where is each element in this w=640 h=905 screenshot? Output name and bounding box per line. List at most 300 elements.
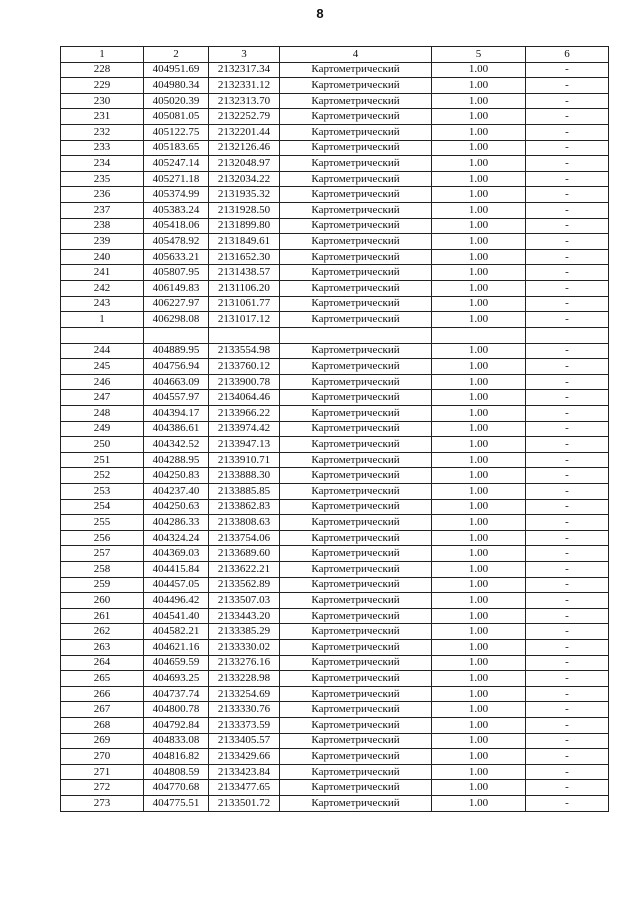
table-cell-col6: - [526,452,609,468]
table-cell-col4: Картометрический [280,484,432,500]
header-cell-5: 5 [432,47,526,63]
table-cell-col1: 269 [61,733,144,749]
table-cell-col4: Картометрический [280,249,432,265]
table-cell-col1: 1 [61,312,144,328]
table-row [61,156,609,172]
table-cell-col5: 1.00 [432,437,526,453]
table-cell-col1: 234 [61,156,144,172]
table-cell-col3: 2133228.98 [209,671,280,687]
table-cell-col5: 1.00 [432,749,526,765]
table-cell-col5: 1.00 [432,546,526,562]
table-cell-col5: 1.00 [432,187,526,203]
table-cell-col1: 259 [61,577,144,593]
header-cell-4: 4 [280,47,432,63]
table-cell-col3: 2133562.89 [209,577,280,593]
table-row [61,171,609,187]
table-row [61,202,609,218]
table-cell-col3: 2133429.66 [209,749,280,765]
table-cell-col5: 1.00 [432,93,526,109]
table-cell-col2: 404557.97 [144,390,209,406]
table-cell-col3: 2133443.20 [209,608,280,624]
table-row [61,234,609,250]
table-cell-col2: 404541.40 [144,608,209,624]
table-body [61,62,609,811]
table-cell-col5: 1.00 [432,655,526,671]
table-cell-col6: - [526,562,609,578]
table-cell-col1: 265 [61,671,144,687]
table-row [61,406,609,422]
table-cell-col1: 239 [61,234,144,250]
table-cell-col1: 266 [61,686,144,702]
table-cell-col5: 1.00 [432,390,526,406]
table-cell-col3: 2132317.34 [209,62,280,78]
table-cell-col4: Картометрический [280,702,432,718]
table-cell-col3: 2132331.12 [209,78,280,94]
table-cell-col6: - [526,530,609,546]
table-cell-col4: Картометрический [280,562,432,578]
table-cell-col5: 1.00 [432,452,526,468]
header-row [61,47,609,63]
table-row [61,296,609,312]
table-cell-col1: 264 [61,655,144,671]
table-cell-col3: 2131652.30 [209,249,280,265]
table-cell-col3: 2131106.20 [209,280,280,296]
table-cell-col4: Картометрический [280,515,432,531]
table-cell-col4: Картометрический [280,312,432,328]
table-cell-col3: 2133910.71 [209,452,280,468]
table-cell-col5: 1.00 [432,780,526,796]
table-cell-col5: 1.00 [432,296,526,312]
table-cell-col2: 404324.24 [144,530,209,546]
table-cell-col2: 406149.83 [144,280,209,296]
table-cell-col3: 2133900.78 [209,374,280,390]
table-cell-col2: 404582.21 [144,624,209,640]
table-cell-col6: - [526,280,609,296]
table-cell-col5: 1.00 [432,717,526,733]
table-cell-col4: Картометрический [280,530,432,546]
table-cell-col3: 2133808.63 [209,515,280,531]
table-cell-col4: Картометрический [280,124,432,140]
table-cell-col1: 256 [61,530,144,546]
table-cell-col2: 404792.84 [144,717,209,733]
table-cell-col3: 2133477.65 [209,780,280,796]
table-cell-col3: 2131935.32 [209,187,280,203]
table-cell-col1: 232 [61,124,144,140]
table-cell-col3: 2132034.22 [209,171,280,187]
table-row [61,593,609,609]
table-cell-col1: 250 [61,437,144,453]
table-cell-col1: 268 [61,717,144,733]
table-cell-col5: 1.00 [432,499,526,515]
table-row [61,733,609,749]
table-cell-col2: 405418.06 [144,218,209,234]
table-row [61,608,609,624]
table-cell-col4: Картометрический [280,171,432,187]
table-cell-col3: 2133385.29 [209,624,280,640]
table-cell-col6: - [526,171,609,187]
table-cell-col3: 2133754.06 [209,530,280,546]
table-cell-col4: Картометрический [280,608,432,624]
table-cell-col5: 1.00 [432,202,526,218]
table-cell-col2: 404394.17 [144,406,209,422]
table-cell-col5: 1.00 [432,109,526,125]
table-cell-col1: 255 [61,515,144,531]
table-cell-col6: - [526,312,609,328]
table-cell-col4: Картометрический [280,749,432,765]
table-cell-col2: 404775.51 [144,795,209,811]
table-cell-col6: - [526,343,609,359]
table-cell-col1: 246 [61,374,144,390]
table-cell-col3: 2131928.50 [209,202,280,218]
table-cell-col2 [144,327,209,343]
table-row [61,515,609,531]
table-cell-col2: 404737.74 [144,686,209,702]
table-cell-col2: 405183.65 [144,140,209,156]
table-row [61,639,609,655]
table-cell-col6: - [526,421,609,437]
table-cell-col3: 2133554.98 [209,343,280,359]
table-cell-col6: - [526,717,609,733]
table-cell-col2: 404659.59 [144,655,209,671]
table-cell-col4: Картометрический [280,374,432,390]
table-cell-col2: 405271.18 [144,171,209,187]
table-cell-col6: - [526,499,609,515]
table-cell-col3: 2133966.22 [209,406,280,422]
table-cell-col4: Картометрический [280,577,432,593]
table-cell-col5: 1.00 [432,78,526,94]
table-cell-col3: 2132201.44 [209,124,280,140]
table-cell-col5: 1.00 [432,671,526,687]
table-cell-col2: 404415.84 [144,562,209,578]
table-cell-col4: Картометрический [280,671,432,687]
table-cell-col6: - [526,484,609,500]
table-cell-col6: - [526,202,609,218]
table-row [61,343,609,359]
table-cell-col5: 1.00 [432,608,526,624]
table-cell-col6: - [526,593,609,609]
table-cell-col2: 404889.95 [144,343,209,359]
table-cell-col1: 228 [61,62,144,78]
table-cell-col4: Картометрический [280,296,432,312]
table-cell-col4 [280,327,432,343]
table-cell-col4: Картометрический [280,187,432,203]
table-cell-col1: 263 [61,639,144,655]
table-cell-col5: 1.00 [432,484,526,500]
table-cell-col2: 405383.24 [144,202,209,218]
table-cell-col5: 1.00 [432,171,526,187]
table-cell-col2: 404286.33 [144,515,209,531]
table-cell-col4: Картометрический [280,390,432,406]
table-cell-col1: 235 [61,171,144,187]
table-cell-col5 [432,327,526,343]
table-cell-col4: Картометрический [280,655,432,671]
page-number: 8 [316,6,324,21]
table-cell-col2: 404386.61 [144,421,209,437]
table-cell-col1: 248 [61,406,144,422]
table-cell-col2: 405807.95 [144,265,209,281]
table-cell-col3: 2132126.46 [209,140,280,156]
table-cell-col1: 271 [61,764,144,780]
table-cell-col1: 229 [61,78,144,94]
table-cell-col3: 2131061.77 [209,296,280,312]
table-cell-col6: - [526,686,609,702]
table-cell-col4: Картометрический [280,452,432,468]
table-cell-col4: Картометрический [280,733,432,749]
table-row [61,764,609,780]
table-cell-col1: 230 [61,93,144,109]
table-cell-col6: - [526,359,609,375]
table-row [61,795,609,811]
table-cell-col2: 404457.05 [144,577,209,593]
table-cell-col6: - [526,93,609,109]
table-cell-col6: - [526,234,609,250]
table-cell-col1: 260 [61,593,144,609]
table-cell-col3: 2133622.21 [209,562,280,578]
table-cell-col3: 2133507.03 [209,593,280,609]
table-cell-col3: 2133330.76 [209,702,280,718]
table-row [61,124,609,140]
table-cell-col4: Картометрический [280,499,432,515]
table-cell-col1: 262 [61,624,144,640]
table-cell-col3: 2133373.59 [209,717,280,733]
header-cell-2: 2 [144,47,209,63]
table-row [61,468,609,484]
table-cell-col4: Картометрический [280,686,432,702]
table-cell-col4: Картометрический [280,202,432,218]
table-cell-col3: 2133888.30 [209,468,280,484]
table-cell-col1: 242 [61,280,144,296]
table-cell-col6: - [526,406,609,422]
table-cell-col3: 2133276.16 [209,655,280,671]
table-cell-col2: 404693.25 [144,671,209,687]
table-cell-col1: 233 [61,140,144,156]
table-cell-col6: - [526,437,609,453]
table-cell-col4: Картометрический [280,265,432,281]
table-cell-col2: 405081.05 [144,109,209,125]
table-cell-col4: Картометрический [280,546,432,562]
table-cell-col6: - [526,62,609,78]
table-cell-col1: 237 [61,202,144,218]
table-cell-col1: 273 [61,795,144,811]
table-cell-col2: 404770.68 [144,780,209,796]
table-cell-col4: Картометрический [280,359,432,375]
table-row [61,187,609,203]
table-cell-col4: Картометрический [280,218,432,234]
table-cell-col6: - [526,795,609,811]
table-cell-col2: 406227.97 [144,296,209,312]
table-cell-col6: - [526,78,609,94]
table-cell-col1: 254 [61,499,144,515]
table-cell-col6: - [526,265,609,281]
table-cell-col6: - [526,764,609,780]
table-row [61,452,609,468]
table-cell-col2: 405478.92 [144,234,209,250]
header-cell-1: 1 [61,47,144,63]
table-cell-col1: 258 [61,562,144,578]
table-cell-col3: 2131899.80 [209,218,280,234]
table-cell-col3 [209,327,280,343]
table-cell-col4: Картометрический [280,140,432,156]
table-cell-col6: - [526,124,609,140]
table-cell-col3: 2133254.69 [209,686,280,702]
table-cell-col4: Картометрический [280,639,432,655]
table-cell-col3: 2133885.85 [209,484,280,500]
table-row [61,265,609,281]
table-cell-col6: - [526,296,609,312]
table-cell-col1: 251 [61,452,144,468]
table-row [61,390,609,406]
table-cell-col3: 2133423.84 [209,764,280,780]
table-row [61,249,609,265]
table-cell-col2: 404808.59 [144,764,209,780]
table-row [61,624,609,640]
table-row [61,437,609,453]
table-cell-col5: 1.00 [432,468,526,484]
table-cell-col2: 404980.34 [144,78,209,94]
table-cell-col4: Картометрический [280,62,432,78]
table-row [61,686,609,702]
table-row [61,109,609,125]
table-cell-col6: - [526,156,609,172]
table-row [61,62,609,78]
table-cell-col4: Картометрический [280,624,432,640]
table-cell-col1: 261 [61,608,144,624]
table-cell-col3: 2132252.79 [209,109,280,125]
table-cell-col1: 243 [61,296,144,312]
table-cell-col1: 257 [61,546,144,562]
table-cell-col4: Картометрический [280,78,432,94]
table-cell-col3: 2133947.13 [209,437,280,453]
table-cell-col4: Картометрический [280,93,432,109]
table-cell-col6: - [526,218,609,234]
table-cell-col6: - [526,733,609,749]
table-cell-col1: 241 [61,265,144,281]
table-cell-col4: Картометрический [280,468,432,484]
table-cell-col5: 1.00 [432,593,526,609]
header-cell-6: 6 [526,47,609,63]
table-row [61,484,609,500]
table-cell-col5: 1.00 [432,795,526,811]
table-cell-col1: 247 [61,390,144,406]
table-cell-col1: 270 [61,749,144,765]
table-cell-col5: 1.00 [432,218,526,234]
table-cell-col1: 244 [61,343,144,359]
table-row [61,140,609,156]
table-cell-col5: 1.00 [432,62,526,78]
table-row [61,78,609,94]
table-cell-col2: 404833.08 [144,733,209,749]
table-cell-col6: - [526,671,609,687]
table-cell-col2: 404250.83 [144,468,209,484]
table-cell-col6: - [526,608,609,624]
table-cell-col5: 1.00 [432,280,526,296]
table-row [61,749,609,765]
table-header [61,47,609,63]
table-cell-col6: - [526,140,609,156]
table-row [61,717,609,733]
table-cell-col5: 1.00 [432,702,526,718]
table-cell-col5: 1.00 [432,234,526,250]
table-cell-col6: - [526,249,609,265]
header-cell-3: 3 [209,47,280,63]
table-cell-col1: 240 [61,249,144,265]
table-cell-col5: 1.00 [432,359,526,375]
table-cell-col5: 1.00 [432,624,526,640]
table-row [61,218,609,234]
table-cell-col5: 1.00 [432,374,526,390]
table-cell-col6: - [526,515,609,531]
table-cell-col5: 1.00 [432,406,526,422]
table-cell-col6: - [526,780,609,796]
table-cell-col2: 404496.42 [144,593,209,609]
table-cell-col3: 2133974.42 [209,421,280,437]
table-row [61,562,609,578]
table-cell-col3: 2132313.70 [209,93,280,109]
table-cell-col4: Картометрический [280,795,432,811]
table-cell-col1: 236 [61,187,144,203]
table-cell-col4: Картометрический [280,234,432,250]
table-cell-col3: 2131849.61 [209,234,280,250]
table-cell-col4: Картометрический [280,780,432,796]
table-cell-col6: - [526,468,609,484]
table-cell-col5: 1.00 [432,421,526,437]
table-cell-col4: Картометрический [280,156,432,172]
table-row [61,577,609,593]
table-cell-col2: 406298.08 [144,312,209,328]
table-cell-col2: 404237.40 [144,484,209,500]
table-cell-col2: 405122.75 [144,124,209,140]
table-cell-col6: - [526,655,609,671]
table-row [61,421,609,437]
table-cell-col5: 1.00 [432,156,526,172]
table-cell-col2: 404369.03 [144,546,209,562]
table-row [61,546,609,562]
table-cell-col5: 1.00 [432,530,526,546]
table-cell-col3: 2133330.02 [209,639,280,655]
table-cell-col3: 2133689.60 [209,546,280,562]
table-cell-col4: Картометрический [280,593,432,609]
table-cell-col5: 1.00 [432,343,526,359]
table-cell-col3: 2131017.12 [209,312,280,328]
table-cell-col2: 404288.95 [144,452,209,468]
table-row [61,93,609,109]
table-cell-col3: 2133501.72 [209,795,280,811]
table-cell-col3: 2131438.57 [209,265,280,281]
table-cell-col2: 405247.14 [144,156,209,172]
table-row [61,374,609,390]
table-cell-col2: 404342.52 [144,437,209,453]
table-cell-col5: 1.00 [432,124,526,140]
table-cell-col1: 272 [61,780,144,796]
table-cell-col5: 1.00 [432,639,526,655]
table-cell-col6: - [526,546,609,562]
table-cell-col6: - [526,639,609,655]
table-cell-col1: 231 [61,109,144,125]
table-cell-col1: 245 [61,359,144,375]
table-row [61,312,609,328]
table-row [61,280,609,296]
table-row [61,702,609,718]
table-cell-col6: - [526,109,609,125]
table-cell-col5: 1.00 [432,562,526,578]
table-cell-col1: 238 [61,218,144,234]
table-cell-col3: 2133760.12 [209,359,280,375]
table-row [61,530,609,546]
table-cell-col1 [61,327,144,343]
table-cell-col4: Картометрический [280,421,432,437]
table-cell-col4: Картометрический [280,109,432,125]
table-cell-col2: 404951.69 [144,62,209,78]
